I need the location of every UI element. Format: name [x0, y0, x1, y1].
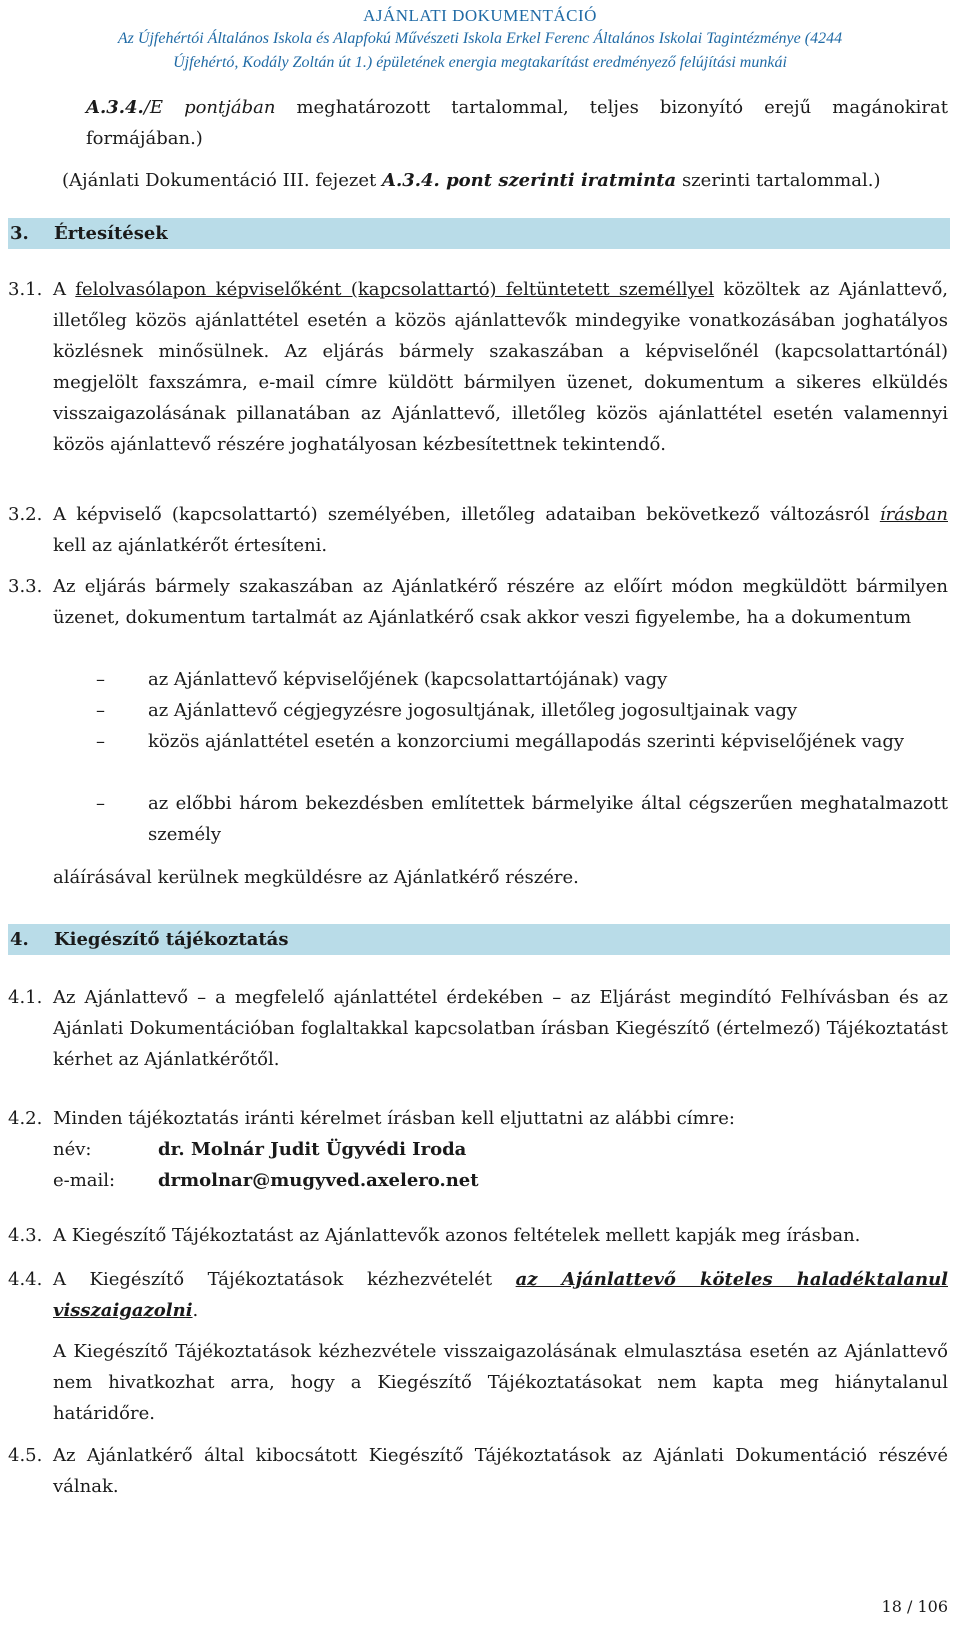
para-3-2-pre: A képviselő (kapcsolattartó) személyében, illetőleg adataiban bekövetkező változásról: [53, 504, 880, 525]
para-4-4: [53, 1264, 948, 1326]
para-4-5-number: 4.5.: [8, 1445, 43, 1466]
para-3-3-number: 3.3.: [8, 576, 43, 597]
para-4-5: Az Ajánlatkérő által kibocsátott Kiegészítő Tájékoztatások az Ajánlati Dokumentáció részévé válnak.: [53, 1445, 948, 1497]
para-4-1: Az Ajánlattevő – a megfelelő ajánlattétel érdekében – az Eljárást megindító Felhívásban és az Ajánlati Dokumentációban foglaltakkal kapcsolatban írásban Kiegészítő (értelmező) Tájékoztatást kérhet az Ajánlatkérőtől.: [53, 987, 948, 1070]
list-item: az előbbi három bekezdésben említettek bármelyike által cégszerűen meghatalmazott személy: [148, 793, 948, 845]
para-4-3-number: 4.3.: [8, 1225, 43, 1246]
para-3-1-text: közöltek az Ajánlattevő, illetőleg közös ajánlattétel esetén a közös ajánlattevők mindegyike vonatkozásában joghatályos közlésnek minősülnek. Az eljárás bármely szakaszában a képviselőnél (kapcsolattartónál) megjelölt faxszámra, e-mail címre küldött bármilyen üzenet, dokumentum a sikeres elküldés visszaigazolásának pillanatában az Ajánlattevő, illetőleg közös ajánlattétel esetén valamennyi közös ajánlattevő részére joghatályosan kézbesítettnek tekintendő.: [53, 279, 949, 455]
header-title: AJÁNLATI DOKUMENTÁCIÓ: [363, 6, 597, 25]
para-3-3-end: aláírásával kerülnek megküldésre az Ajánlatkérő részére.: [53, 867, 579, 888]
section-3-number: 3.: [10, 223, 29, 244]
section-4-heading: [8, 924, 950, 955]
para-4-4-b: A Kiegészítő Tájékoztatások kézhezvétele visszaigazolásának elmulasztása esetén az Ajánlattevő nem hivatkozhat arra, hogy a Kiegészítő Tájékoztatásokat nem kapta meg hiánytalanul határidőre.: [53, 1341, 948, 1424]
para-3-1-pre: A: [53, 279, 76, 300]
para-4-2-number: 4.2.: [8, 1108, 43, 1129]
para-4-4-emphasis: az Ajánlattevő köteles haladéktalanul visszaigazolni: [53, 1269, 948, 1321]
contact-name-value: dr. Molnár Judit Ügyvédi Iroda: [158, 1139, 467, 1160]
para-4-1-number: 4.1.: [8, 987, 43, 1008]
para-3-2: [53, 499, 948, 561]
intro-ref-post: szerinti tartalommal.): [676, 170, 881, 191]
para-4-4-pre: A Kiegészítő Tájékoztatások kézhezvételét: [53, 1269, 516, 1290]
para-3-3: Az eljárás bármely szakaszában az Ajánlatkérő részére az előírt módon megküldött bármilyen üzenet, dokumentum tartalmát az Ajánlatkérő csak akkor veszi figyelembe, ha a dokumentum: [53, 576, 948, 628]
intro-reference: [62, 165, 952, 196]
section-3-title: Értesítések: [54, 223, 168, 244]
list-item: az Ajánlattevő képviselőjének (kapcsolattartójának) vagy: [148, 669, 668, 690]
header-subtitle-1: Az Újfehértói Általános Iskola és Alapfokú Művészeti Iskola Erkel Ferenc Általános Iskolai Tagintézménye (4244: [117, 30, 843, 47]
section-3-heading: [8, 218, 950, 249]
list-dash: –: [96, 793, 105, 814]
section-4-number: 4.: [10, 929, 29, 950]
intro-paragraph: [86, 92, 948, 154]
intro-ref-pre: (Ajánlati Dokumentáció III. fejezet: [62, 170, 382, 191]
intro-ref-template: A.3.4. pont szerinti iratminta: [381, 170, 677, 191]
para-3-2-post: kell az ajánlatkérőt értesíteni.: [53, 535, 328, 556]
header-subtitle-2: Újfehértó, Kodály Zoltán út 1.) épületének energia megtakarítást eredményező felújítási munkái: [173, 54, 787, 71]
list-item: az Ajánlattevő cégjegyzésre jogosultjának, illetőleg jogosultjainak vagy: [148, 700, 798, 721]
para-4-4-post: .: [192, 1300, 199, 1321]
list-dash: –: [96, 731, 105, 752]
intro-ref-bold: A.3.4.: [86, 97, 144, 118]
para-4-2: Minden tájékoztatás iránti kérelmet írásban kell eljuttatni az alábbi címre:: [53, 1108, 735, 1129]
para-4-4-number: 4.4.: [8, 1269, 43, 1290]
page-number: 18 / 106: [881, 1597, 948, 1616]
list-dash: –: [96, 700, 105, 721]
para-3-2-number: 3.2.: [8, 504, 43, 525]
para-3-1-number: 3.1.: [8, 279, 43, 300]
list-dash: –: [96, 669, 105, 690]
para-3-1-underlined: felolvasólapon képviselőként (kapcsolattartó) feltüntetett személlyel: [75, 279, 715, 300]
contact-email-value[interactable]: drmolnar@mugyved.axelero.net: [158, 1170, 479, 1191]
para-3-2-emphasis: írásban: [879, 504, 948, 525]
intro-ref-italic: /E pontjában: [143, 97, 276, 118]
list-item: közös ajánlattétel esetén a konzorciumi megállapodás szerinti képviselőjének vagy: [148, 731, 905, 752]
contact-email-label: e-mail:: [53, 1170, 116, 1191]
section-4-title: Kiegészítő tájékoztatás: [54, 929, 289, 950]
intro-text: meghatározott tartalommal, teljes bizonyító erejű magánokirat formájában.): [86, 97, 948, 149]
para-4-3: A Kiegészítő Tájékoztatást az Ajánlattevők azonos feltételek mellett kapják meg írásban.: [53, 1225, 861, 1246]
para-3-1: [53, 274, 948, 460]
contact-name-label: név:: [53, 1139, 92, 1160]
